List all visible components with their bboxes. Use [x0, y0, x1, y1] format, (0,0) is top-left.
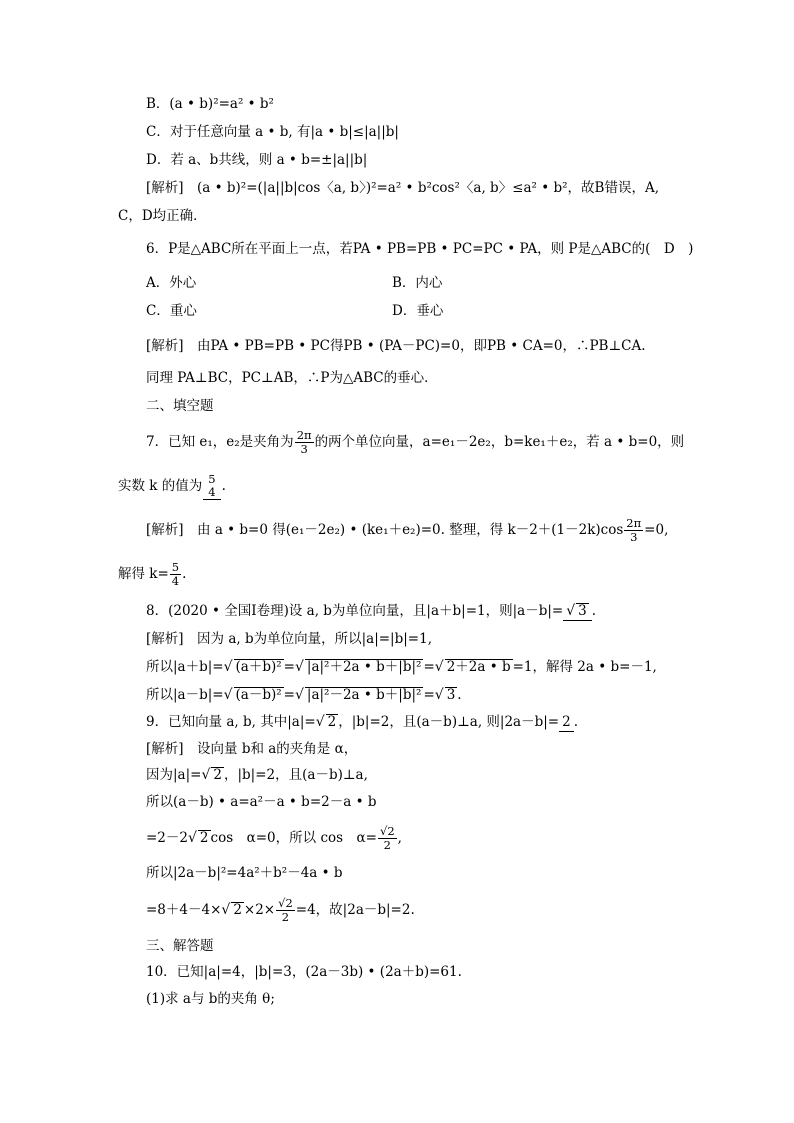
- q7-analysis2-text-a: 解得 k=: [118, 566, 169, 582]
- q10-part1: (1)求 a与 b的夹角 θ;: [146, 991, 275, 1007]
- q9-l6-suffix: =4，故|2a－b|=2.: [295, 902, 415, 918]
- q9-l6-sqrt-sign: √: [221, 902, 231, 918]
- q7-answer-den: 4: [208, 485, 216, 499]
- q8-analysis-line3: 所以|a－b|=√ (a－b)² =√ |a|²－2a • b＋|b|² =√ 3 .: [146, 687, 462, 703]
- q6-analysis-line1: [解析] 由PA • PB=PB • PC得PB • (PA－PC)=0，即PB • CA=0，∴PB⊥CA.: [146, 338, 646, 354]
- q8-l3-sqrt-sign-3: √: [434, 687, 444, 703]
- q7-analysis2-num: 5: [171, 560, 180, 574]
- q7-stem-text-a: 7．已知 e₁，e₂是夹角为: [146, 434, 294, 450]
- q9-l4-middle: cos α=0，所以 cos α=: [210, 830, 377, 846]
- q8-analysis-line2: 所以|a＋b|=√ (a＋b)² =√ |a|²＋2a • b＋|b|² =√ 2＋2a • b =1，解得 2a • b=－1,: [146, 659, 657, 675]
- q9-l6-num: √2: [278, 896, 293, 910]
- q9-l6-den: 2: [281, 910, 290, 924]
- q7-angle-num: 2π: [296, 428, 312, 442]
- q8-l3-prefix: 所以|a－b|=: [146, 687, 224, 703]
- q7-analysis1-fraction: [624, 517, 643, 544]
- q8-l2-sqrt-sign-3: √: [434, 659, 444, 675]
- q9-stem-sqrt-sign: √: [315, 714, 325, 730]
- q8-l3-sqrt-sign-1: √: [223, 687, 233, 703]
- q7-analysis1-text-b: =0,: [644, 522, 669, 538]
- q9-stem-radicand: 2: [327, 714, 337, 730]
- section-fill-in-heading: 二、填空题: [146, 398, 214, 414]
- q7-answer-suffix: .: [221, 478, 226, 494]
- q8-l2-sqrt-sign-1: √: [223, 659, 233, 675]
- q9-analysis-line4: [146, 818, 402, 858]
- q7-angle-den: 3: [300, 442, 308, 456]
- q9-l2-suffix: ，|b|=2，且(a－b)⊥a,: [223, 767, 368, 783]
- q10-stem: 10．已知|a|=4，|b|=3，(2a－3b) • (2a＋b)=61.: [146, 964, 462, 980]
- q9-l4-fraction: [378, 825, 397, 852]
- q9-l6-middle: ×2×: [243, 902, 276, 918]
- q6-analysis-line2: 同理 PA⊥BC，PC⊥AB，∴P为△ABC的垂心．: [146, 370, 438, 386]
- q7-analysis1-den: 3: [630, 530, 638, 544]
- section-solution-heading: 三、解答题: [146, 938, 214, 954]
- q7-analysis2-fraction: [170, 561, 181, 588]
- q6-option-a: A．外心: [146, 275, 197, 291]
- q9-analysis-line6: [146, 890, 415, 930]
- q9-stem-text-c: .: [573, 714, 578, 730]
- q9-l2-radicand: 2: [213, 767, 222, 783]
- q8-l3-sqrt-sign-2: √: [294, 687, 304, 703]
- q7-answer-line: [118, 468, 226, 504]
- q8-answer-radicand: 3: [578, 603, 587, 619]
- q5-analysis-line2: C，D均正确．: [118, 208, 207, 224]
- q6-option-b: B．内心: [392, 275, 443, 291]
- q8-l2-radicand-1: (a＋b)²: [235, 659, 282, 675]
- q9-analysis-line2: [146, 766, 368, 784]
- q8-l3-radicand-1: (a－b)²: [235, 687, 282, 703]
- q6-stem: 6．P是△ABC所在平面上一点，若PA • PB=PB • PC=PC • PA，则 P是△ABC的( D ): [146, 241, 694, 257]
- q5-option-b: B．(a • b)²=a² • b²: [146, 96, 274, 112]
- q9-l4-radicand: 2: [199, 830, 209, 846]
- q5-option-d: D．若 a、b共线，则 a • b=±|a||b|: [146, 152, 368, 168]
- q7-analysis-line2: [118, 556, 186, 592]
- q9-l4-prefix: =2－2: [146, 830, 188, 846]
- q8-l2-radicand-2: |a|²＋2a • b＋|b|²: [306, 659, 422, 675]
- q9-l4-sqrt-sign: √: [188, 830, 197, 846]
- q8-l2-sqrt-sign-2: √: [294, 659, 304, 675]
- q8-sqrt-sign: √: [566, 603, 576, 619]
- q8-stem: [146, 602, 596, 621]
- q7-analysis2-text-b: .: [182, 566, 187, 582]
- q9-l4-den: 2: [383, 838, 391, 852]
- q9-analysis-line3: 所以(a－b) • a=a²－a • b=2－a • b: [146, 794, 377, 810]
- q7-stem-text-b: 的两个单位向量，a=e₁－2e₂，b=ke₁＋e₂，若 a • b=0，则: [314, 434, 685, 450]
- q6-option-c: C．重心: [146, 303, 197, 319]
- q9-stem: [146, 713, 578, 732]
- q8-stem-text-b: .: [591, 603, 597, 619]
- q9-l2-sqrt-sign: √: [201, 767, 211, 783]
- q7-analysis2-den: 4: [171, 574, 180, 588]
- q7-answer-num: 5: [208, 472, 216, 486]
- q8-l2-prefix: 所以|a＋b|=: [146, 659, 224, 675]
- q9-l2-prefix: 因为|a|=: [146, 767, 202, 783]
- q8-answer-blank: [563, 602, 592, 621]
- q9-l4-suffix: ,: [397, 830, 402, 846]
- q9-analysis-line5: 所以|2a－b|²=4a²＋b²－4a • b: [146, 865, 343, 881]
- q8-l3-radicand-2: |a|²－2a • b＋|b|²: [306, 687, 422, 703]
- q7-stem: [146, 424, 684, 460]
- q8-l3-radicand-3: 3: [446, 687, 456, 703]
- q7-analysis-line1: [146, 512, 668, 548]
- q8-l2-suffix: =1，解得 2a • b=－1,: [512, 659, 657, 675]
- q9-analysis-line1: [解析] 设向量 b和 a的夹角是 α，: [146, 741, 358, 757]
- q9-l6-prefix: =8＋4－4×: [146, 902, 222, 918]
- q8-stem-text-a: 8．(2020 • 全国Ⅰ卷理)设 a, b为单位向量，且|a＋b|=1，则|a－b|=: [146, 603, 564, 619]
- q7-analysis1-num: 2π: [626, 516, 642, 530]
- q7-answer-fraction: [203, 473, 220, 500]
- q8-l2-radicand-3: 2＋2a • b: [446, 659, 511, 675]
- q7-analysis1-text-a: [解析] 由 a • b=0 得(e₁－2e₂) • (ke₁＋e₂)=0. 整理，得 k－2＋(1－2k)cos: [146, 522, 624, 538]
- q6-option-d: D．垂心: [392, 303, 444, 319]
- q5-option-c: C．对于任意向量 a • b, 有|a • b|≤|a||b|: [146, 124, 399, 140]
- q9-l4-num: √2: [380, 824, 395, 838]
- q9-stem-text-a: 9．已知向量 a, b, 其中|a|=: [146, 714, 316, 730]
- q9-l6-radicand: 2: [233, 902, 242, 918]
- q9-l6-fraction: [276, 897, 295, 924]
- q9-answer-blank: 2: [559, 713, 574, 732]
- q8-analysis-line1: [解析] 因为 a, b为单位向量，所以|a|=|b|=1,: [146, 631, 432, 647]
- q7-answer-prefix: 实数 k 的值为: [118, 478, 203, 494]
- q7-angle-fraction: [295, 429, 314, 456]
- q5-analysis-line1: [解析] (a • b)²=(|a||b|cos〈a, b〉)²=a² • b²cos²〈a, b〉≤a² • b²，故B错误，A,: [146, 180, 659, 196]
- q9-stem-text-b: ，|b|=2，且(a－b)⊥a, 则|2a－b|=: [338, 714, 560, 730]
- q8-l3-suffix: .: [457, 687, 462, 703]
